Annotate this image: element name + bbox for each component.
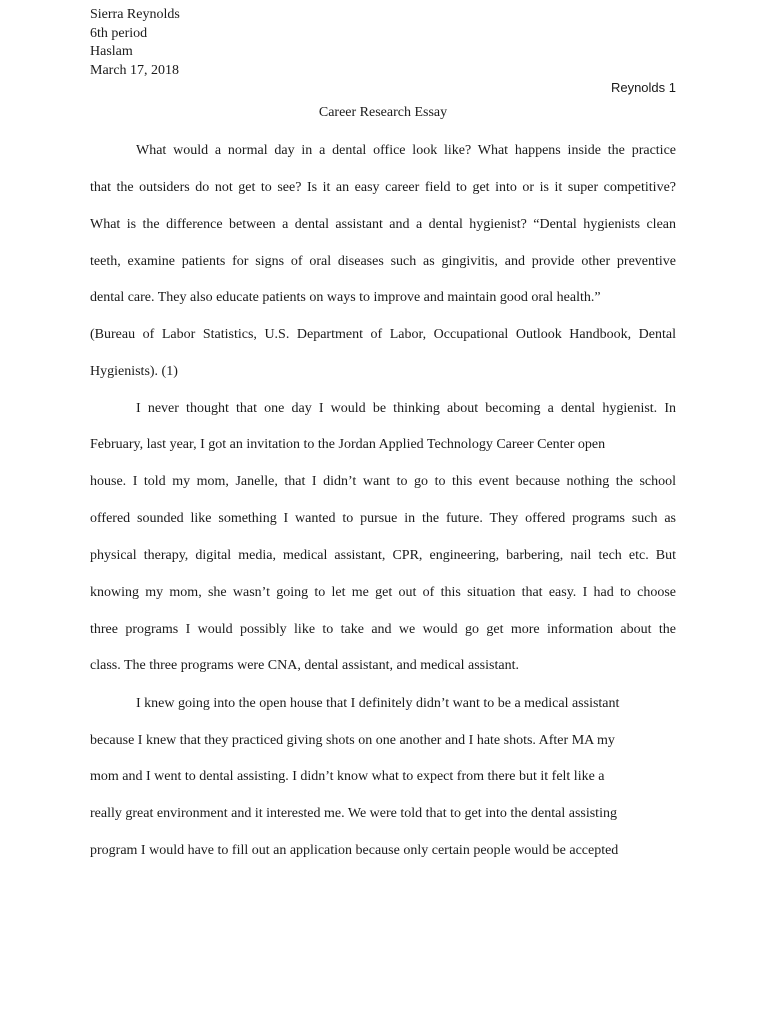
author-name: Sierra Reynolds — [90, 7, 180, 22]
body-line: mom and I went to dental assisting. I didn’t know what to expect from there but it felt like a — [90, 769, 605, 784]
student-heading — [90, 6, 180, 80]
body-line: teeth, examine patients for signs of oral diseases such as gingivitis, and provide other preventive — [90, 254, 676, 269]
body-line: offered sounded like something I wanted to pursue in the future. They offered programs such as — [90, 511, 676, 526]
body-line: really great environment and it interested me. We were told that to get into the dental assisting — [90, 806, 617, 821]
body-line: knowing my mom, she wasn’t going to let me get out of this situation that easy. I had to choose — [90, 585, 676, 600]
body-line: February, last year, I got an invitation to the Jordan Applied Technology Career Center open — [90, 437, 606, 452]
body-line: Hygienists). (1) — [90, 364, 178, 379]
teacher-name: Haslam — [90, 44, 133, 59]
body-line: program I would have to fill out an application because only certain people would be accepted — [90, 843, 619, 858]
body-line: that the outsiders do not get to see? Is it an easy career field to get into or is it super competitive? — [90, 180, 676, 195]
body-line: physical therapy, digital media, medical assistant, CPR, engineering, barbering, nail tech etc. But — [90, 548, 676, 563]
class-period: 6th period — [90, 25, 148, 41]
body-line: three programs I would possibly like to take and we would go get more information about the — [90, 622, 676, 637]
page-number-header: Reynolds 1 — [610, 80, 676, 95]
body-line: I never thought that one day I would be thinking about becoming a dental hygienist. In — [136, 401, 676, 416]
body-line: I knew going into the open house that I definitely didn’t want to be a medical assistant — [136, 696, 620, 711]
body-line: class. The three programs were CNA, dental assistant, and medical assistant. — [90, 658, 519, 673]
essay-date: March 17, 2018 — [90, 62, 180, 78]
body-line: (Bureau of Labor Statistics, U.S. Department of Labor, Occupational Outlook Handbook, Dental — [90, 327, 676, 342]
body-line: house. I told my mom, Janelle, that I didn’t want to go to this event because nothing the school — [90, 474, 676, 489]
body-line: dental care. They also educate patients on ways to improve and maintain good oral health.” — [90, 290, 601, 305]
essay-title: Career Research Essay — [318, 105, 448, 120]
body-line: What is the difference between a dental assistant and a dental hygienist? “Dental hygienists clean — [90, 217, 676, 232]
body-line: because I knew that they practiced giving shots on one another and I hate shots. After MA my — [90, 733, 615, 748]
body-line: What would a normal day in a dental office look like? What happens inside the practice — [136, 143, 676, 158]
